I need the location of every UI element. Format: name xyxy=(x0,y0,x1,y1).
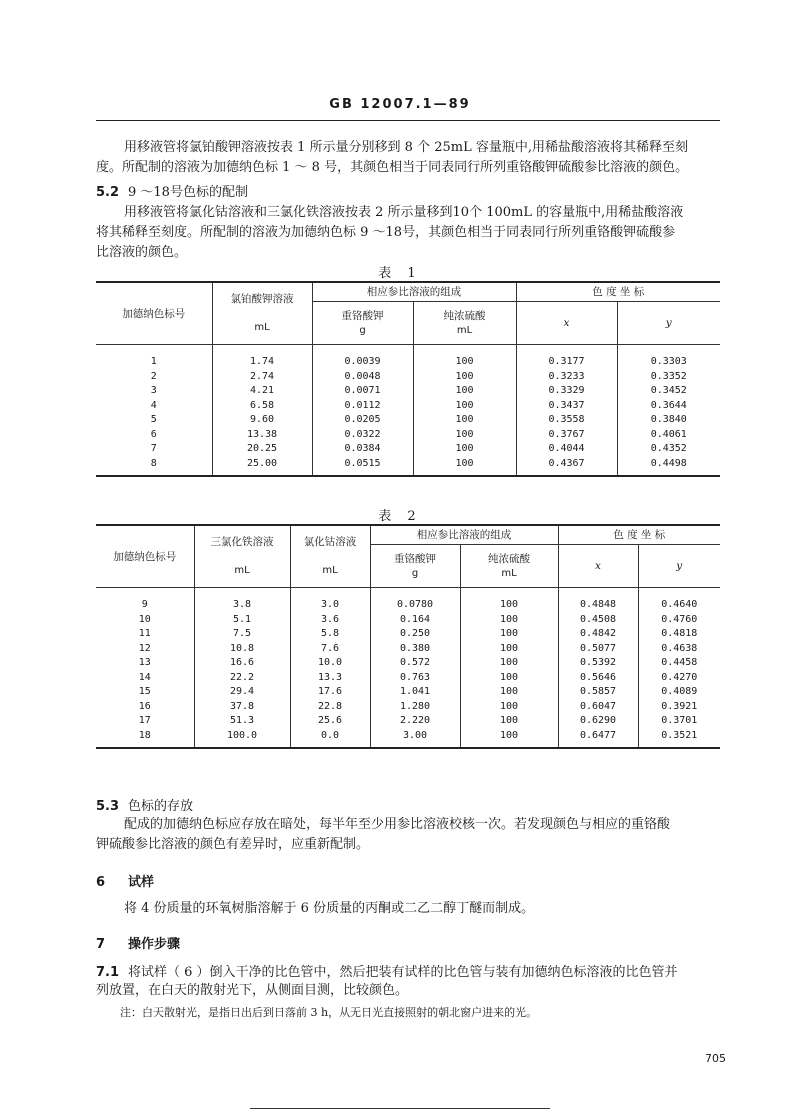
table-cell: 0.4640 xyxy=(638,588,720,613)
table-cell: 6.58 xyxy=(212,399,312,414)
header-label: 三氯化铁溶液 xyxy=(210,536,274,548)
table-cell: 0.3840 xyxy=(617,413,720,428)
table-cell: 100 xyxy=(413,442,516,457)
table-cell: 0.6290 xyxy=(558,714,638,729)
table-cell: 0.4458 xyxy=(638,656,720,671)
table-cell: 0.3701 xyxy=(638,714,720,729)
header-unit: mL xyxy=(234,565,250,576)
table-cell: 0.572 xyxy=(370,656,460,671)
table-cell: 0.4044 xyxy=(516,442,617,457)
table-cell: 0.0048 xyxy=(312,370,413,385)
table-row xyxy=(96,399,720,414)
header-label: 纯浓硫酸 xyxy=(443,309,486,322)
table2-header-ref-group: 相应参比溶液的组成 xyxy=(370,525,558,545)
table-cell: 13 xyxy=(138,657,151,668)
section-7-1-paragraph xyxy=(96,981,722,1001)
table-cell: 7.6 xyxy=(290,642,370,657)
table-cell: 10.0 xyxy=(290,656,370,671)
table1-header-dichromate xyxy=(312,302,413,345)
table-cell: 0.0 xyxy=(290,729,370,749)
table-cell: 13.3 xyxy=(290,671,370,686)
table-cell: 100 xyxy=(460,588,558,613)
table-cell: 16.6 xyxy=(194,656,290,671)
table-cell: 2 xyxy=(150,370,157,382)
section-first-line: 将试样（ 6 ）倒入干净的比色管中，然后把装有试样的比色管与装有加德纳色标溶液的比色管并 xyxy=(128,965,678,980)
header-unit: mL xyxy=(456,324,473,336)
table-row xyxy=(96,345,720,370)
table-cell: 0.3303 xyxy=(617,345,720,370)
table-cell: 0.3767 xyxy=(516,428,617,443)
table2-header-chroma-group: 色 度 坐 标 xyxy=(558,525,720,545)
footer-rule xyxy=(250,1108,550,1109)
intro-line-1: 用移液管将氯铂酸钾溶液按表 1 所示量分别移到 8 个 25mL 容量瓶中,用稀盐酸溶液将其稀释至刻 xyxy=(124,140,688,155)
table1-header-chloroplatinate xyxy=(212,282,312,345)
table-cell: 0.4089 xyxy=(638,685,720,700)
table-cell: 0.5392 xyxy=(558,656,638,671)
table-cell: 6 xyxy=(150,428,157,440)
table2 xyxy=(96,524,720,749)
table-cell: 0.164 xyxy=(370,613,460,628)
table-cell: 22.2 xyxy=(194,671,290,686)
table-cell: 0.0205 xyxy=(312,413,413,428)
table-cell: 0.250 xyxy=(370,627,460,642)
table-cell: 7.5 xyxy=(194,627,290,642)
table-cell: 22.8 xyxy=(290,700,370,715)
table-cell: 2.220 xyxy=(370,714,460,729)
header-unit: g xyxy=(359,324,366,336)
table-cell: 0.4848 xyxy=(558,588,638,613)
table-cell: 37.8 xyxy=(194,700,290,715)
para-line: 配成的加德纳色标应存放在暗处，每半年至少用参比溶液校核一次。若发现颜色与相应的重铬酸 xyxy=(124,817,671,832)
table-row xyxy=(96,442,720,457)
table-cell: 5.8 xyxy=(290,627,370,642)
table-cell: 25.00 xyxy=(212,457,312,477)
table-cell: 25.6 xyxy=(290,714,370,729)
table-cell: 100 xyxy=(460,671,558,686)
document-code: GB 12007.1—89 xyxy=(329,97,471,112)
section-5-3-paragraph xyxy=(96,815,722,855)
header-unit: mL xyxy=(254,322,270,333)
table-cell: 2.74 xyxy=(212,370,312,385)
table2-header-sulfuric xyxy=(460,545,558,588)
section-5-3-heading xyxy=(96,795,193,814)
table-row xyxy=(96,700,720,715)
header-unit: mL xyxy=(322,565,338,576)
header-rule xyxy=(96,120,720,121)
section-6-paragraph xyxy=(96,899,722,919)
table2-header-color-number: 加德纳色标号 xyxy=(96,525,194,588)
table-cell: 15 xyxy=(138,686,151,697)
table-cell: 0.4818 xyxy=(638,627,720,642)
table-cell: 16 xyxy=(138,700,151,712)
table-row xyxy=(96,588,720,613)
table-cell: 0.0780 xyxy=(370,588,460,613)
header-label: 重铬酸钾 xyxy=(394,552,436,565)
table-cell: 0.4367 xyxy=(516,457,617,477)
table-cell: 100 xyxy=(413,399,516,414)
table-cell: 0.3352 xyxy=(617,370,720,385)
section-5-2-heading xyxy=(96,181,248,200)
table-cell: 100 xyxy=(460,613,558,628)
table1-header-ref-group: 相应参比溶液的组成 xyxy=(312,282,516,302)
table-cell: 13.38 xyxy=(212,428,312,443)
table-cell: 100 xyxy=(413,428,516,443)
table-row xyxy=(96,384,720,399)
table-row xyxy=(96,714,720,729)
section-number: 5.3 xyxy=(96,799,120,814)
table1-caption: 表 1 xyxy=(378,266,422,281)
table-cell: 0.4760 xyxy=(638,613,720,628)
table-row xyxy=(96,613,720,628)
table-cell: 100 xyxy=(460,627,558,642)
table1-header-color-number: 加德纳色标号 xyxy=(96,282,212,345)
table-cell: 8 xyxy=(96,457,212,477)
table-cell: 10.8 xyxy=(194,642,290,657)
table-cell: 0.6477 xyxy=(558,729,638,749)
header-label: 重铬酸钾 xyxy=(341,309,384,322)
intro-paragraph xyxy=(96,138,722,178)
para-line: 用移液管将氯化钴溶液和三氯化铁溶液按表 2 所示量移到10个 100mL 的容量瓶中,用稀盐酸溶液 xyxy=(124,205,684,220)
table-cell: 0.3452 xyxy=(617,384,720,399)
table-cell: 100 xyxy=(413,370,516,385)
header-unit: g xyxy=(411,567,419,579)
header-unit: mL xyxy=(501,567,517,579)
table-cell: 0.0384 xyxy=(312,442,413,457)
table-cell: 1.74 xyxy=(212,345,312,370)
table-cell: 1 xyxy=(150,356,157,367)
section-6-heading xyxy=(96,871,154,890)
table-cell: 12 xyxy=(138,642,151,654)
para-line: 将 4 份质量的环氧树脂溶解于 6 份质量的丙酮或二乙二醇丁醚而制成。 xyxy=(124,901,535,916)
table-cell: 29.4 xyxy=(194,685,290,700)
table-row xyxy=(96,457,720,477)
table-cell: 100 xyxy=(460,685,558,700)
table-cell: 0.4498 xyxy=(617,457,720,477)
table-cell: 3.6 xyxy=(290,613,370,628)
table2-caption: 表 2 xyxy=(378,509,422,524)
table1 xyxy=(96,281,720,477)
table-row xyxy=(96,428,720,443)
table-cell: 1.041 xyxy=(370,685,460,700)
table-cell: 0.380 xyxy=(370,642,460,657)
table-cell: 17 xyxy=(138,715,151,726)
table-cell: 100 xyxy=(413,413,516,428)
table-cell: 10 xyxy=(138,613,151,625)
table-row xyxy=(96,671,720,686)
table-cell: 51.3 xyxy=(194,714,290,729)
section-title: 操作步骤 xyxy=(128,937,181,952)
table-cell: 0.3644 xyxy=(617,399,720,414)
section-7-heading xyxy=(96,933,180,952)
table-cell: 0.3558 xyxy=(516,413,617,428)
table-cell: 0.0515 xyxy=(312,457,413,477)
table-cell: 3.0 xyxy=(290,588,370,613)
table-cell: 11 xyxy=(138,628,151,639)
table-cell: 4.21 xyxy=(212,384,312,399)
table-cell: 0.4638 xyxy=(638,642,720,657)
section-title: 色标的存放 xyxy=(128,799,194,814)
table-cell: 5.1 xyxy=(194,613,290,628)
table-cell: 17.6 xyxy=(290,685,370,700)
table-cell: 0.4270 xyxy=(638,671,720,686)
table-cell: 100 xyxy=(460,642,558,657)
table-cell: 0.6047 xyxy=(558,700,638,715)
table-cell: 7 xyxy=(150,443,157,454)
table-cell: 3.00 xyxy=(370,729,460,749)
table-cell: 20.25 xyxy=(212,442,312,457)
table-row xyxy=(96,627,720,642)
table1-header-sulfuric xyxy=(413,302,516,345)
table-cell: 0.4061 xyxy=(617,428,720,443)
section-title: 9 ～18号色标的配制 xyxy=(128,185,248,200)
table-cell: 0.4352 xyxy=(617,442,720,457)
table-cell: 3 xyxy=(150,385,157,396)
table-cell: 9 xyxy=(141,599,148,610)
table-cell: 9.60 xyxy=(212,413,312,428)
para-line: 钾硫酸参比溶液的颜色有差异时，应重新配制。 xyxy=(96,837,370,852)
section-number: 7 xyxy=(96,937,106,952)
table-row xyxy=(96,656,720,671)
table-cell: 0.0112 xyxy=(312,399,413,414)
section-number: 5.2 xyxy=(96,185,120,200)
section-title: 试样 xyxy=(128,875,155,890)
table-cell: 100.0 xyxy=(194,729,290,749)
page-number: 705 xyxy=(705,1052,726,1065)
table-cell: 100 xyxy=(460,700,558,715)
table-cell: 100 xyxy=(460,729,558,749)
table-row xyxy=(96,370,720,385)
section-number: 7.1 xyxy=(96,965,120,980)
table-row xyxy=(96,642,720,657)
table2-header-cobalt-chloride xyxy=(290,525,370,588)
table-cell: 1.280 xyxy=(370,700,460,715)
table-cell: 14 xyxy=(138,671,151,683)
table-cell: 0.0322 xyxy=(312,428,413,443)
header-label: 纯浓硫酸 xyxy=(488,552,530,565)
table-cell: 0.3437 xyxy=(516,399,617,414)
table1-header-chroma-group: 色 度 坐 标 xyxy=(516,282,720,302)
table-cell: 0.4508 xyxy=(558,613,638,628)
table-cell: 0.5077 xyxy=(558,642,638,657)
table-cell: 0.0071 xyxy=(312,384,413,399)
table-cell: 0.3329 xyxy=(516,384,617,399)
para-line: 列放置，在白天的散射光下，从侧面目测，比较颜色。 xyxy=(96,983,409,998)
table-cell: 0.4842 xyxy=(558,627,638,642)
header-label: 氯铂酸钾溶液 xyxy=(230,293,294,305)
table-row xyxy=(96,413,720,428)
table-cell: 4 xyxy=(150,399,157,411)
table1-header-y: y xyxy=(617,302,720,345)
section-7-1-heading xyxy=(96,961,678,980)
section-5-2-paragraph xyxy=(96,203,722,263)
table-cell: 0.3177 xyxy=(516,345,617,370)
para-line: 比溶液的颜色。 xyxy=(96,245,188,260)
section-number: 6 xyxy=(96,875,106,890)
table-cell: 100 xyxy=(413,457,516,477)
table1-header-x: x xyxy=(516,302,617,345)
note-text: 注：白天散射光，是指日出后到日落前 3 h，从无日光直接照射的朝北窗户进来的光。 xyxy=(120,1006,538,1019)
table-cell: 0.3233 xyxy=(516,370,617,385)
table-cell: 0.5646 xyxy=(558,671,638,686)
para-line: 将其稀释至刻度。所配制的溶液为加德纳色标 9 ～18号，其颜色相当于同表同行所列重铬酸钾硫酸参 xyxy=(96,225,676,240)
table2-header-x: x xyxy=(558,545,638,588)
intro-line-2: 度。所配制的溶液为加德纳色标 1 ～ 8 号，其颜色相当于同表同行所列重铬酸钾硫酸参比溶液的颜色。 xyxy=(96,160,689,175)
table-cell: 100 xyxy=(460,714,558,729)
table-cell: 18 xyxy=(96,729,194,749)
table-cell: 0.5857 xyxy=(558,685,638,700)
table-row xyxy=(96,685,720,700)
table2-header-ferric-chloride xyxy=(194,525,290,588)
table-cell: 3.8 xyxy=(194,588,290,613)
table-cell: 0.763 xyxy=(370,671,460,686)
header-label: 氯化钴溶液 xyxy=(303,536,357,548)
table-cell: 100 xyxy=(460,656,558,671)
table-cell: 0.3521 xyxy=(638,729,720,749)
table2-header-dichromate xyxy=(370,545,460,588)
table-cell: 0.3921 xyxy=(638,700,720,715)
table-cell: 100 xyxy=(413,384,516,399)
table2-header-y: y xyxy=(638,545,720,588)
table-cell: 0.0039 xyxy=(312,345,413,370)
table-cell: 100 xyxy=(413,345,516,370)
table-row xyxy=(96,729,720,749)
table-cell: 5 xyxy=(150,414,157,425)
